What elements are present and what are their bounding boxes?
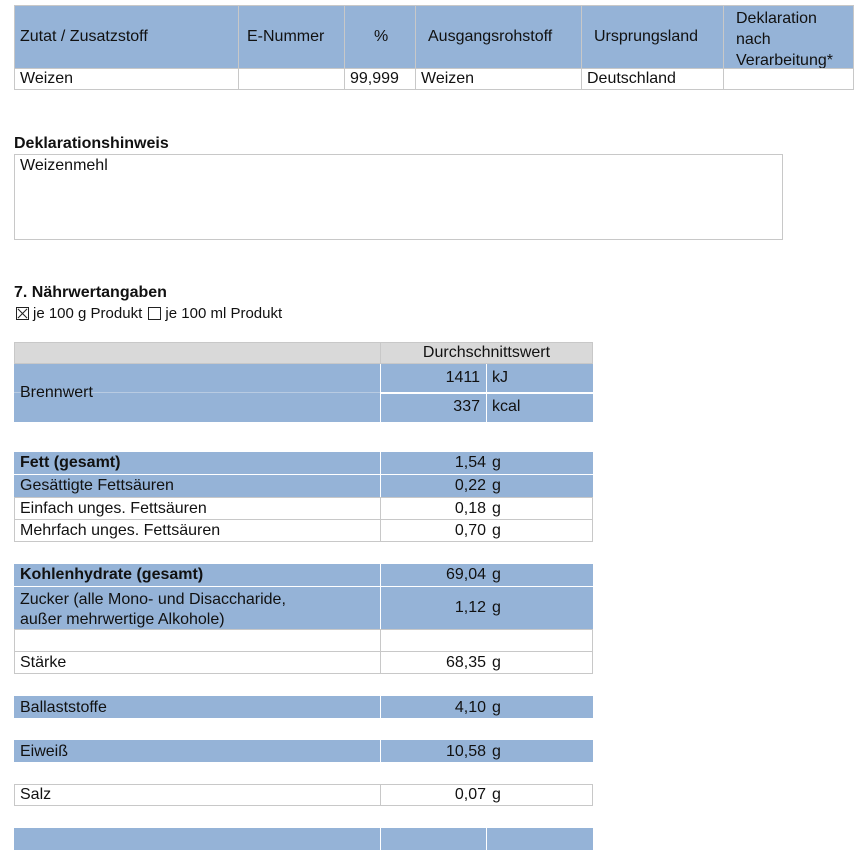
fat-label: Fett (gesamt) (20, 454, 121, 471)
saturated-label: Gesättigte Fettsäuren (20, 477, 174, 494)
poly-unit: g (492, 522, 501, 539)
option-100g-label: je 100 g Produkt (33, 305, 143, 322)
unit-options (16, 305, 282, 322)
fat-unit: g (492, 454, 501, 471)
saturated-value: 0,22 (454, 477, 486, 494)
col-header-source: Ausgangsrohstoff (415, 5, 582, 69)
carbs-label: Kohlenhydrate (gesamt) (20, 566, 204, 583)
col-header-ingredient: Zutat / Zusatzstoff (14, 5, 239, 69)
energy-kcal-value: 337 (453, 398, 480, 415)
cell-source: Weizen (415, 68, 582, 90)
mono-label: Einfach unges. Fettsäuren (20, 500, 207, 517)
starch-unit: g (492, 654, 501, 671)
col-header-e-number: E-Nummer (238, 5, 345, 69)
carbs-unit: g (492, 566, 501, 583)
fiber-value: 4,10 (454, 699, 486, 716)
cell-ingredient: Weizen (14, 68, 239, 90)
sugar-label (20, 590, 286, 630)
mono-unit: g (492, 500, 501, 517)
mono-value: 0,18 (454, 500, 486, 517)
cell-declaration (723, 68, 854, 90)
carbs-value: 69,04 (445, 566, 486, 583)
declaration-textbox[interactable] (14, 154, 783, 240)
fiber-label: Ballaststoffe (20, 699, 107, 716)
cell-percent: 99,999 (344, 68, 416, 90)
energy-kj-unit: kJ (492, 369, 508, 386)
col-header-declaration-line1: Deklaration (736, 10, 817, 27)
cell-e-number (238, 68, 345, 90)
sugar-value: 1,12 (454, 599, 486, 616)
energy-kcal-unit: kcal (492, 398, 521, 415)
protein-unit: g (492, 743, 501, 760)
poly-value: 0,70 (454, 522, 486, 539)
col-header-origin: Ursprungsland (581, 5, 724, 69)
col-header-declaration-line2: nach (736, 31, 771, 48)
option-100ml-label: je 100 ml Produkt (165, 305, 283, 322)
declaration-heading: Deklarationshinweis (14, 135, 169, 152)
declaration-text: Weizenmehl (20, 157, 108, 174)
col-header-declaration-line3: Verarbeitung* (736, 52, 833, 69)
protein-label: Eiweiß (20, 743, 69, 760)
salt-row (14, 784, 593, 806)
energy-label: Brennwert (20, 384, 93, 401)
salt-unit: g (492, 786, 501, 803)
fiber-unit: g (492, 699, 501, 716)
sugar-label-line2: außer mehrwertige Alkohole) (20, 611, 225, 628)
empty-row (14, 828, 593, 850)
saturated-unit: g (492, 477, 501, 494)
fat-value: 1,54 (454, 454, 486, 471)
col-header-declaration (723, 5, 854, 69)
energy-kj-value: 1411 (445, 369, 480, 386)
protein-row (14, 740, 593, 762)
cell-origin: Deutschland (581, 68, 724, 90)
nutrition-heading: 7. Nährwertangaben (14, 284, 167, 301)
checkbox-100g-checked-icon[interactable] (16, 307, 29, 320)
sugar-label-line1: Zucker (alle Mono- und Disaccharide, (20, 591, 286, 608)
starch-label: Stärke (20, 654, 67, 671)
salt-value: 0,07 (454, 786, 486, 803)
starch-value: 68,35 (445, 654, 486, 671)
col-header-percent: % (344, 5, 416, 69)
protein-value: 10,58 (445, 743, 486, 760)
column-header-average: Durchschnittswert (422, 344, 551, 361)
poly-label: Mehrfach unges. Fettsäuren (20, 522, 221, 539)
checkbox-100ml-icon[interactable] (148, 307, 161, 320)
salt-label: Salz (20, 786, 52, 803)
sugar-unit: g (492, 599, 501, 616)
